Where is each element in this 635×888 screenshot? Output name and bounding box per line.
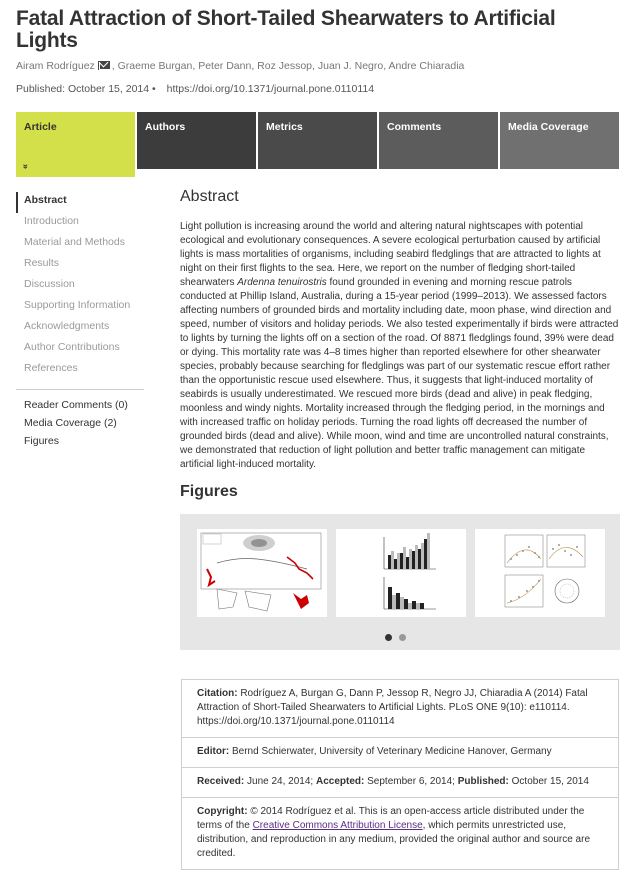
accepted-date: September 6, 2014; — [364, 776, 458, 787]
accepted-label: Accepted: — [315, 776, 365, 787]
citation-section — [182, 680, 618, 738]
abstract-heading: Abstract — [180, 188, 239, 205]
carousel-dot-1[interactable] — [385, 634, 392, 641]
citation-label: Citation: — [197, 688, 238, 699]
author-link[interactable]: Roz Jessop — [257, 60, 313, 72]
copyright-text: © 2014 Rodríguez et al. This is an open-access article distributed under the terms of the — [197, 806, 585, 831]
published-date-info: October 15, 2014 — [508, 776, 589, 787]
reader-comments-link[interactable]: Reader Comments (0) — [24, 399, 128, 411]
nav-item-references[interactable]: References — [24, 362, 78, 374]
author-list: Airam Rodríguez , Graeme Burgan, Peter Dann, Roz Jessop, Juan J. Negro, Andre Chiaradia — [16, 60, 465, 72]
figures-heading: Figures — [180, 483, 238, 500]
figure-thumbnail-scatter[interactable] — [475, 529, 605, 617]
tab-article[interactable] — [16, 112, 135, 177]
author-link[interactable]: Andre Chiaradia — [388, 60, 465, 72]
abstract-text — [180, 220, 620, 472]
publication-line — [16, 83, 374, 95]
tab-label: Media Coverage — [508, 121, 589, 133]
species-name: Ardenna tenuirostris — [237, 277, 327, 288]
editor-section — [182, 738, 618, 768]
nav-item-material-methods[interactable]: Material and Methods — [24, 236, 125, 248]
article-info-box — [181, 679, 619, 870]
received-label: Received: — [197, 776, 245, 787]
editor-text: Bernd Schierwater, University of Veterinary Medicine Hanover, Germany — [229, 746, 552, 757]
email-icon[interactable] — [98, 61, 110, 70]
tab-label: Metrics — [266, 121, 303, 133]
author-link[interactable]: Peter Dann — [198, 60, 252, 72]
nav-item-results[interactable]: Results — [24, 257, 60, 269]
doi-link[interactable]: https://doi.org/10.1371/journal.pone.0110114 — [166, 83, 375, 95]
bar-figure-icon — [336, 529, 466, 617]
carousel-pagination — [385, 628, 413, 646]
map-figure-icon — [197, 529, 327, 617]
tab-authors[interactable] — [137, 112, 256, 169]
copyright-label: Copyright: — [197, 806, 248, 817]
chevron-down-icon: » — [21, 163, 32, 169]
tab-label: Comments — [387, 121, 442, 133]
carousel-dot-2[interactable] — [399, 634, 406, 641]
copyright-section — [182, 798, 618, 870]
received-date: June 24, 2014; — [244, 776, 316, 787]
media-coverage-link[interactable]: Media Coverage (2) — [24, 417, 117, 429]
figures-carousel — [180, 514, 620, 650]
author-link[interactable]: Graeme Burgan — [117, 60, 193, 72]
nav-item-acknowledgments[interactable]: Acknowledgments — [24, 320, 110, 332]
separator-bullet: • — [152, 83, 156, 95]
figures-link[interactable]: Figures — [24, 435, 60, 447]
tab-metrics[interactable] — [258, 112, 377, 169]
article-title: Fatal Attraction of Short-Tailed Shearwaters to Artificial Lights — [16, 7, 556, 52]
tab-media-coverage[interactable] — [500, 112, 619, 169]
abstract-section — [180, 188, 620, 472]
abstract-text-part: found grounded in evening and morning rescue patrols conducted at Phillip Island, Australia, during a 15-year period (1999–2013). We assessed factors affecting numbers of grounded birds and mortality including date, moon phase, wind direction and speed, number of visitors and holiday periods. We also tested experimentally if birds were attracted to lights by turning the lights off on a section of the road. Of 8871 fledglings found, 39% were dead or dying. This mortality rate was 4–8 times higher than reported elsewhere for other shearwater species, probably because searching for fledglings was part of our systematic rescue effort rather than the opportunistic rescue used elsewhere. Thus, it suggests that light-induced mortality of seabirds is usually underestimated. We rescued more birds (dead and alive) in peak fledging, moonless and windy nights. Mortality increased through the fledging period, in the mornings and with increased traffic on holiday periods. Turning the road lights off decreased the number of grounded birds (dead and alive). While moon, wind and time are uncontrolled natural constraints, we demonstrated that reduction of light pollution and better traffic management can mitigate artificial light-induced mortality. — [180, 277, 619, 470]
citation-text: Rodríguez A, Burgan G, Dann P, Jessop R, Negro JJ, Chiaradia A (2014) Fatal Attraction of Short-Tailed Shearwaters to Artificial Lights. PLoS ONE 9(10): e110114. https://doi.org/10.1371/journal.pone.0110114 — [197, 688, 588, 727]
editor-label: Editor: — [197, 746, 230, 757]
tab-comments[interactable] — [379, 112, 498, 169]
nav-item-discussion[interactable]: Discussion — [24, 278, 75, 290]
dates-section — [182, 768, 618, 798]
figure-thumbnail-map[interactable] — [197, 529, 327, 617]
nav-item-supporting-info[interactable]: Supporting Information — [24, 299, 131, 311]
figure-thumbnail-bars[interactable] — [336, 529, 466, 617]
tab-label: Article — [24, 121, 57, 133]
nav-item-author-contributions[interactable]: Author Contributions — [24, 341, 120, 353]
section-nav — [16, 192, 144, 452]
author-link[interactable]: Airam Rodríguez — [16, 60, 95, 72]
tab-label: Authors — [145, 121, 186, 133]
abstract-text-part: Light pollution is increasing around the world and altering natural nightscapes with potential ecological and evolutionary consequences. A severe ecological perturbation caused by artificial lights is mass mortalities of organisms, including seabird fledglings that are attracted to lights at night on their first flights to the sea. Here, we report on the number of fledging short-tailed shearwaters — [180, 221, 601, 288]
author-link[interactable]: Juan J. Negro — [317, 60, 384, 72]
license-link[interactable]: Creative Commons Attribution License — [252, 820, 423, 831]
scatter-figure-icon — [475, 529, 605, 617]
copyright-text: , which permits unrestricted use, distribution, and reproduction in any medium, provided the original author and source are credited. — [197, 820, 591, 859]
nav-divider — [16, 389, 144, 390]
nav-item-introduction[interactable]: Introduction — [24, 215, 79, 227]
nav-item-abstract[interactable]: Abstract — [16, 192, 144, 213]
published-label: Published: — [457, 776, 509, 787]
published-date: Published: October 15, 2014 — [16, 83, 150, 95]
article-tabs — [16, 112, 619, 169]
